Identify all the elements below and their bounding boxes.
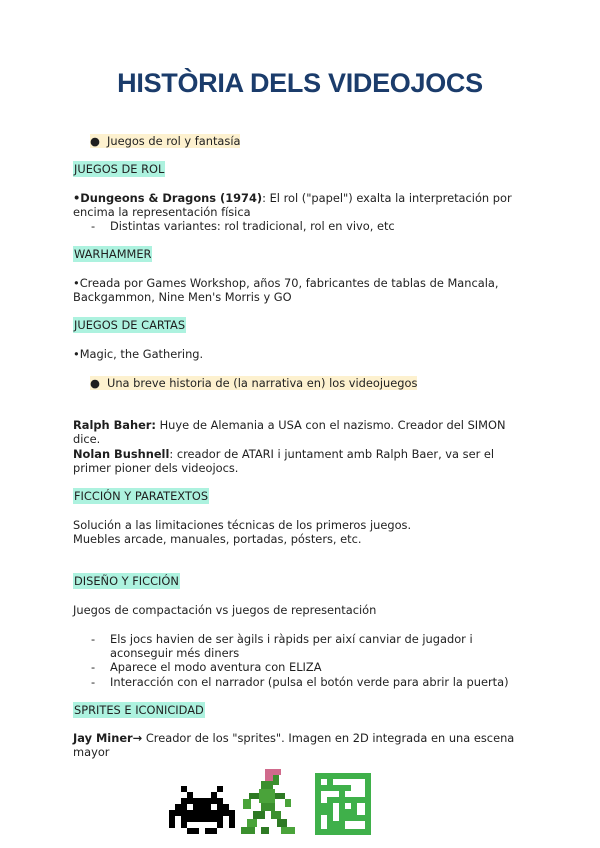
paragraph-nolan: [73, 447, 528, 475]
paragraph-text: Creador de los "sprites". Imagen en 2D integrada en una escena mayor: [73, 731, 515, 760]
bullet-text: Una breve historia de (la narrativa en) los videojuegos: [107, 376, 418, 390]
bullet-icon: ●: [90, 134, 100, 148]
highlighted-bullet: [90, 376, 417, 390]
paragraph-ficcion-1: Solución a las limitaciones técnicas de los primeros juegos.: [73, 518, 412, 532]
dash-icon: -: [91, 675, 96, 689]
sprites-svg: [168, 768, 373, 836]
highlighted-bullet: [90, 134, 240, 148]
space-invader-sprite: [169, 786, 235, 834]
sprites-image: [168, 768, 373, 836]
green-dragon-sprite: [315, 773, 371, 835]
dash-text: Interacción con el narrador (pulsa el botón verde para abrir la puerta): [110, 675, 509, 689]
page-title: HISTÒRIA DELS VIDEOJOCS: [117, 68, 483, 98]
bullet-item: [90, 376, 417, 390]
heading-text: SPRITES E ICONICIDAD: [74, 703, 204, 717]
heading-text: JUEGOS DE CARTAS: [74, 318, 186, 332]
paragraph-diseno: Juegos de compactación vs juegos de representación: [73, 603, 377, 617]
heading-text: DISEÑO Y FICCIÓN: [74, 574, 179, 588]
dash-item: [91, 632, 501, 660]
dash-item: [91, 660, 531, 674]
paragraph-cartas: •Magic, the Gathering.: [73, 347, 204, 361]
dash-icon: -: [91, 660, 96, 674]
paragraph-jay: [73, 731, 518, 759]
dash-item: [91, 219, 531, 233]
bullet-text: Juegos de rol y fantasía: [107, 134, 241, 148]
bold-term: Nolan Bushnell: [73, 447, 170, 461]
paragraph-dungeons: [73, 191, 528, 219]
running-man-sprite: [241, 769, 295, 834]
paragraph-text: : creador de ATARI i juntament amb Ralph Baer, va ser el primer pioner dels videojocs.: [73, 447, 495, 476]
dash-icon: -: [91, 219, 96, 233]
heading-text: JUEGOS DE ROL: [74, 162, 165, 176]
heading-text: FICCIÓN Y PARATEXTOS: [74, 489, 209, 503]
section-heading-cartas: [73, 318, 533, 332]
section-heading-warhammer: [73, 247, 533, 261]
bullet-item: [90, 134, 240, 148]
bold-term: Jay Miner→: [73, 731, 143, 745]
bold-term: •Dungeons & Dragons (1974): [73, 191, 263, 205]
section-heading-diseno: [73, 574, 533, 588]
paragraph-text: Huye de Alemania a USA con el nazismo. Creador del SIMON dice.: [73, 418, 506, 447]
paragraph-text: : El rol ("papel") exalta la interpretación por encima la representación física: [73, 191, 512, 220]
section-heading-ficcion: [73, 489, 533, 503]
section-heading-sprites: [73, 703, 533, 717]
paragraph-ralph: [73, 418, 513, 446]
paragraph-ficcion-2: Muebles arcade, manuales, portadas, pósters, etc.: [73, 532, 362, 546]
heading-text: WARHAMMER: [74, 247, 152, 261]
paragraph-warhammer: •Creada por Games Workshop, años 70, fabricantes de tablas de Mancala, Backgammon, Nine Men's Morris y GO: [73, 276, 499, 305]
bullet-icon: ●: [90, 376, 100, 390]
bold-term: Ralph Baher:: [73, 418, 156, 432]
dash-text: Distintas variantes: rol tradicional, rol en vivo, etc: [110, 219, 395, 233]
dash-item: [91, 675, 531, 689]
dash-text: Aparece el modo aventura con ELIZA: [110, 660, 322, 674]
dash-icon: -: [91, 632, 96, 646]
section-heading-rol: [73, 162, 533, 176]
dash-text: Els jocs havien de ser àgils i ràpids per així canviar de jugador i aconseguir més diners: [110, 632, 473, 661]
